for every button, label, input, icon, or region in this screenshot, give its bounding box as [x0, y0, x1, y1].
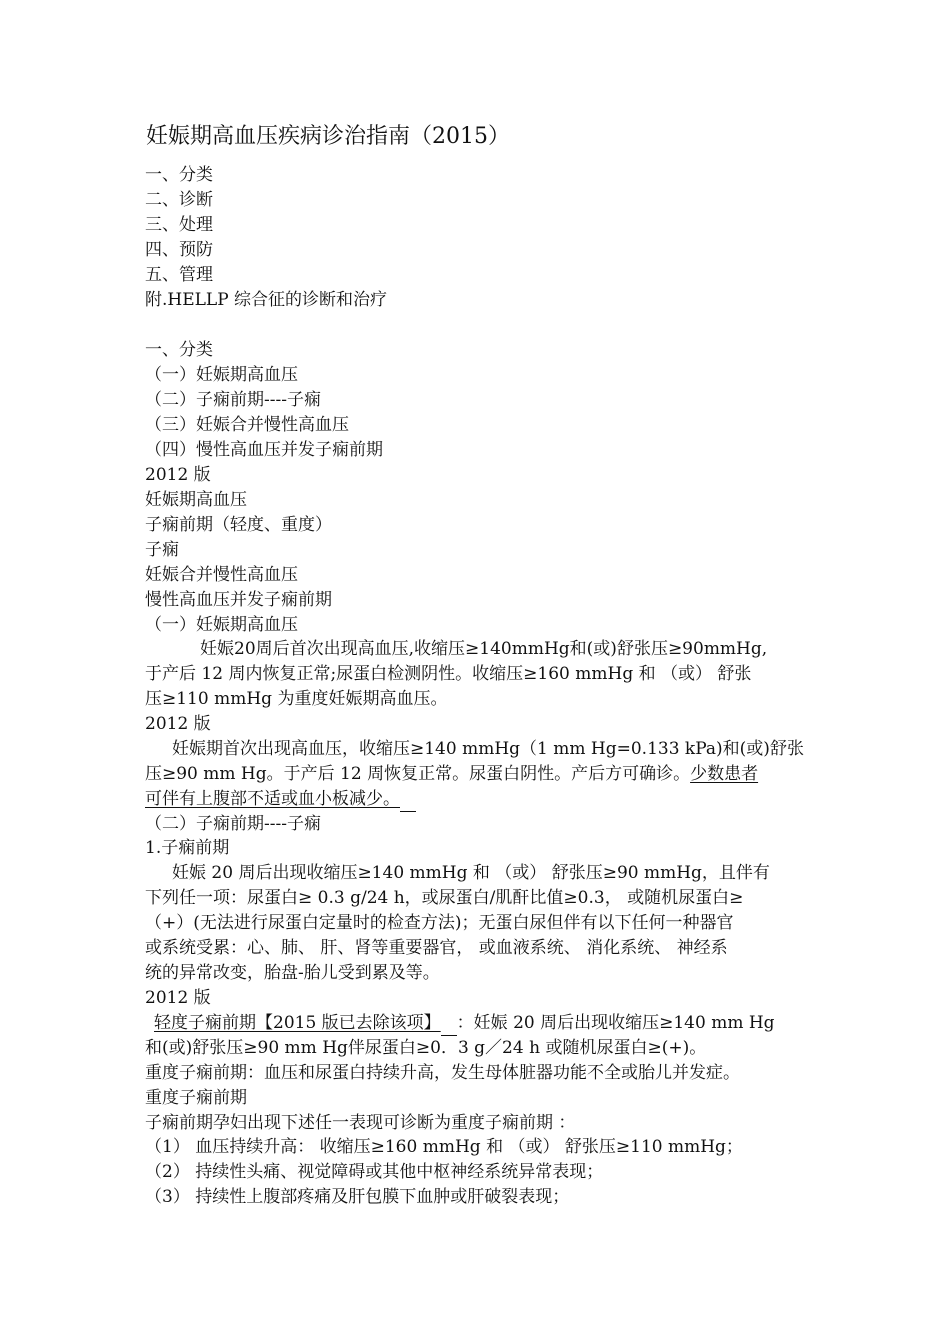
paragraph-line: 统的异常改变，胎盘-胎儿受到累及等。: [145, 963, 440, 983]
subsection-heading: 重度子痫前期: [145, 1088, 247, 1108]
classification-item: （一）妊娠期高血压: [145, 365, 298, 385]
toc-item: 二、诊断: [145, 190, 213, 210]
classification-item: （二）子痫前期----子痫: [145, 390, 321, 410]
paragraph-line: 于产后 12 周内恢复正常;尿蛋白检测阴性。收缩压≥160 mmHg 和 （或） 舒张: [145, 664, 752, 684]
criteria-item: （1） 血压持续升高： 收缩压≥160 mmHg 和 （或） 舒张压≥110 mmHg；: [145, 1137, 743, 1157]
v2012-item: 妊娠合并慢性高血压: [145, 565, 298, 585]
v2012-item: 子痫前期（轻度、重度）: [145, 515, 332, 535]
paragraph-text: 压≥90 mm Hg。于产后 12 周恢复正常。尿蛋白阴性。产后方可确诊。: [145, 764, 691, 784]
paragraph-line: [154, 1011, 775, 1036]
version-label: 2012 版: [145, 714, 211, 734]
underline-extension: [441, 1019, 457, 1036]
item-heading: 1.子痫前期: [145, 838, 230, 858]
classification-item: （四）慢性高血压并发子痫前期: [145, 440, 383, 460]
paragraph-line: 重度子痫前期：血压和尿蛋白持续升高，发生母体脏器功能不全或胎儿并发症。: [145, 1063, 740, 1083]
paragraph-line: 妊娠 20 周后出现收缩压≥140 mmHg 和 （或） 舒张压≥90 mmHg，且伴有: [172, 863, 770, 883]
section-heading: 一、分类: [145, 340, 213, 360]
subsection-heading: （二）子痫前期----子痫: [145, 814, 321, 834]
paragraph-line: （+）(无法进行尿蛋白定量时的检查方法)；无蛋白尿但伴有以下任何一种器官: [145, 913, 734, 933]
toc-item: 四、预防: [145, 240, 213, 260]
criteria-item: （3） 持续性上腹部疼痛及肝包膜下血肿或肝破裂表现；: [145, 1187, 570, 1207]
paragraph-text: ：妊娠 20 周后出现收缩压≥140 mm Hg: [456, 1013, 775, 1033]
toc-item: 三、处理: [145, 215, 213, 235]
version-label: 2012 版: [145, 988, 211, 1008]
subsection-heading: （一）妊娠期高血压: [145, 615, 298, 635]
paragraph-line: 和(或)舒张压≥90 mm Hg伴尿蛋白≥0．3 g／24 h 或随机尿蛋白≥(+)。: [145, 1038, 707, 1058]
document-title: 妊娠期高血压疾病诊治指南（2015）: [146, 124, 510, 149]
paragraph-line: 子痫前期孕妇出现下述任一表现可诊断为重度子痫前期 ：: [145, 1113, 576, 1133]
toc-item: 五、管理: [145, 265, 213, 285]
underlined-text: 少数患者: [690, 764, 759, 784]
paragraph-line: 压≥110 mmHg 为重度妊娠期高血压。: [145, 689, 448, 709]
underlined-text: 轻度子痫前期【2015 版已去除该项】: [154, 1013, 441, 1033]
toc-item: 附.HELLP 综合征的诊断和治疗: [145, 290, 388, 310]
classification-item: （三）妊娠合并慢性高血压: [145, 415, 349, 435]
underline-extension: [400, 795, 416, 812]
underlined-text: 可伴有上腹部不适或血小板减少。: [145, 789, 400, 809]
paragraph-line: [145, 787, 416, 812]
criteria-item: （2） 持续性头痛、视觉障碍或其他中枢神经系统异常表现；: [145, 1162, 604, 1182]
paragraph-line: 妊娠期首次出现高血压，收缩压≥140 mmHg（1 mm Hg=0.133 kPa)和(或)舒张: [172, 739, 804, 759]
v2012-item: 妊娠期高血压: [145, 490, 247, 510]
v2012-item: 子痫: [145, 540, 179, 560]
toc-item: 一、分类: [145, 165, 213, 185]
paragraph-line: 妊娠20周后首次出现高血压,收缩压≥140mmHg和(或)舒张压≥90mmHg,: [200, 639, 768, 659]
v2012-item: 慢性高血压并发子痫前期: [145, 590, 332, 610]
paragraph-line: 下列任一项：尿蛋白≥ 0.3 g/24 h，或尿蛋白/肌酐比值≥0.3， 或随机尿蛋白≥: [145, 888, 744, 908]
paragraph-line: [145, 762, 758, 787]
version-label: 2012 版: [145, 465, 211, 485]
paragraph-line: 或系统受累：心、肺、 肝、肾等重要器官， 或血液系统、 消化系统、 神经系: [145, 938, 728, 958]
